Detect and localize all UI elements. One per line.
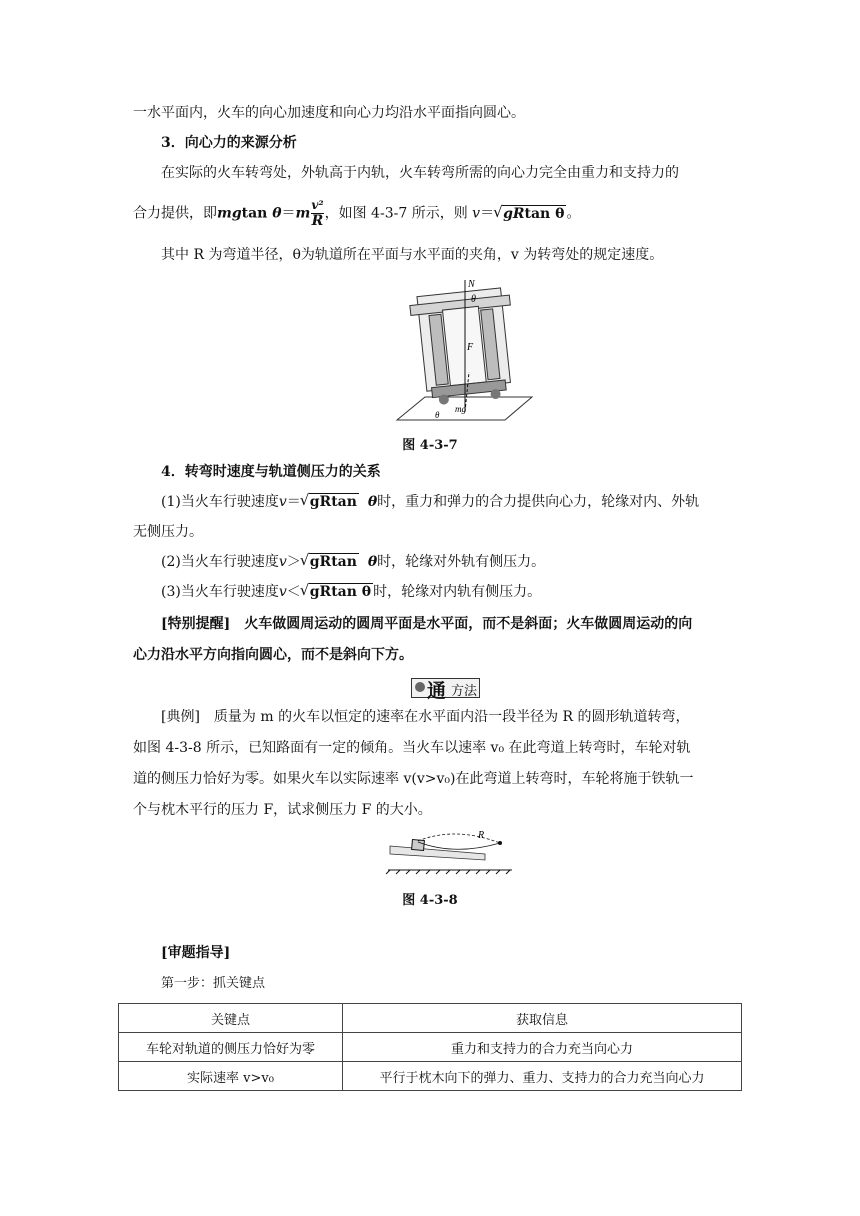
example-line: 个与枕木平行的压力 F，试求侧压力 F 的大小。	[133, 802, 432, 818]
table-cell: 重力和支持力的合力充当向心力	[343, 1033, 742, 1062]
table-header-row	[119, 1004, 742, 1033]
badge-small-text: 方法	[451, 684, 478, 699]
example-line: [典例] 质量为 m 的火车以恒定的速率在水平面内沿一段半径为 R 的圆形轨道转弯，	[161, 709, 690, 725]
section-title-3: 3．向心力的来源分析	[161, 135, 297, 151]
fraction-denominator: R	[311, 213, 324, 229]
badge-big-text: 通	[427, 680, 447, 702]
text: (1)当火车行驶速度	[161, 494, 279, 510]
label-R: R	[478, 830, 485, 841]
condition-line-2	[161, 552, 545, 572]
text: 时，轮缘对内轨有侧压力。	[373, 584, 542, 600]
label-N: N	[468, 279, 475, 290]
condition-line-1-cont: 无侧压力。	[133, 524, 203, 540]
condition-line-3	[161, 582, 541, 602]
formula-v: v	[278, 494, 287, 510]
table-row	[119, 1062, 742, 1091]
formula-v: v	[278, 554, 287, 570]
example-line: 道的侧压力恰好为零。如果火车以实际速率 v(v>v₀)在此弯道上转弯时，车轮将施于铁轨一	[133, 771, 694, 787]
formula-theta: θ	[272, 205, 282, 222]
table-header-cell: 获取信息	[343, 1004, 742, 1033]
sqrt-expression	[309, 553, 359, 570]
method-badge	[411, 678, 480, 702]
operator: ＝	[286, 494, 301, 510]
condition-line-1	[161, 492, 699, 512]
figure-caption: 图 4-3-8	[402, 893, 458, 908]
text: 时，重力和弹力的合力提供向心力，轮缘对内、外轨	[377, 494, 700, 510]
formula-theta: θ	[367, 494, 378, 510]
text: (2)当火车行驶速度	[161, 554, 279, 570]
key-points-table	[118, 1003, 742, 1091]
sqrt-expression	[309, 493, 359, 510]
sqrt-tan: tan θ	[524, 205, 565, 222]
text: (3)当火车行驶速度	[161, 584, 279, 600]
text: 时，轮缘对外轨有侧压力。	[377, 554, 546, 570]
sqrt-gr: gR	[503, 205, 525, 222]
operator: ＞	[286, 554, 301, 570]
formula-v: v	[278, 584, 287, 600]
formula-line	[133, 198, 580, 229]
table-cell: 平行于枕木向下的弹力、重力、支持力的合力充当向心力	[343, 1062, 742, 1091]
tip-line: 心力沿水平方向指向圆心，而不是斜向下方。	[133, 647, 413, 663]
tip-line: [特别提醒] 火车做圆周运动的圆周平面是水平面，而不是斜面；火车做圆周运动的向	[161, 616, 693, 632]
paragraph-line: 在实际的火车转弯处，外轨高于内轨，火车转弯所需的向心力完全由重力和支持力的	[161, 165, 679, 181]
operator: ＜	[286, 584, 301, 600]
formula-mg: mg	[217, 205, 242, 222]
formula-tan: tan	[241, 205, 273, 222]
formula-eq: ＝	[281, 205, 296, 222]
figure-caption: 图 4-3-7	[402, 438, 458, 453]
table-row	[119, 1033, 742, 1062]
sqrt-content: gRtan θ	[309, 584, 372, 600]
sqrt-expression	[309, 583, 373, 600]
fraction-numerator: v²	[311, 198, 324, 212]
text-line: 一水平面内，火车的向心加速度和向心力均沿水平面指向圆心。	[133, 105, 525, 121]
label-F: F	[467, 342, 474, 353]
formula-v: v	[472, 205, 481, 222]
track-figure	[385, 826, 515, 876]
example-line: 如图 4-3-8 所示，已知路面有一定的倾角。当火车以速率 v₀ 在此弯道上转弯时，车轮对轨	[133, 740, 691, 756]
table-cell: 车轮对轨道的侧压力恰好为零	[119, 1033, 343, 1062]
sqrt-content: gRtan	[309, 554, 357, 570]
train-figure	[395, 272, 535, 422]
fraction	[311, 198, 323, 229]
text: 。	[566, 205, 581, 222]
step-label: 第一步：抓关键点	[161, 976, 266, 991]
sqrt-expression	[502, 205, 566, 222]
text: ，如图 4-3-7 所示，则	[324, 205, 468, 222]
guide-title: [审题指导]	[161, 945, 231, 961]
badge-icon	[415, 682, 425, 692]
text: 合力提供，即	[133, 205, 217, 222]
label-theta-bottom: θ	[435, 410, 440, 420]
table-cell: 实际速率 v>v₀	[119, 1062, 343, 1091]
formula-eq: ＝	[480, 205, 495, 222]
formula-theta: θ	[367, 554, 378, 570]
formula-m: m	[295, 205, 311, 222]
sqrt-content: gRtan	[309, 494, 357, 510]
paragraph-line: 其中 R 为弯道半径，θ为轨道所在平面与水平面的夹角，v 为转弯处的规定速度。	[161, 247, 664, 263]
label-theta-top: θ	[471, 294, 476, 305]
section-title-4: 4．转弯时速度与轨道侧压力的关系	[161, 464, 381, 480]
label-mg: mg	[455, 404, 466, 414]
table-header-cell: 关键点	[119, 1004, 343, 1033]
